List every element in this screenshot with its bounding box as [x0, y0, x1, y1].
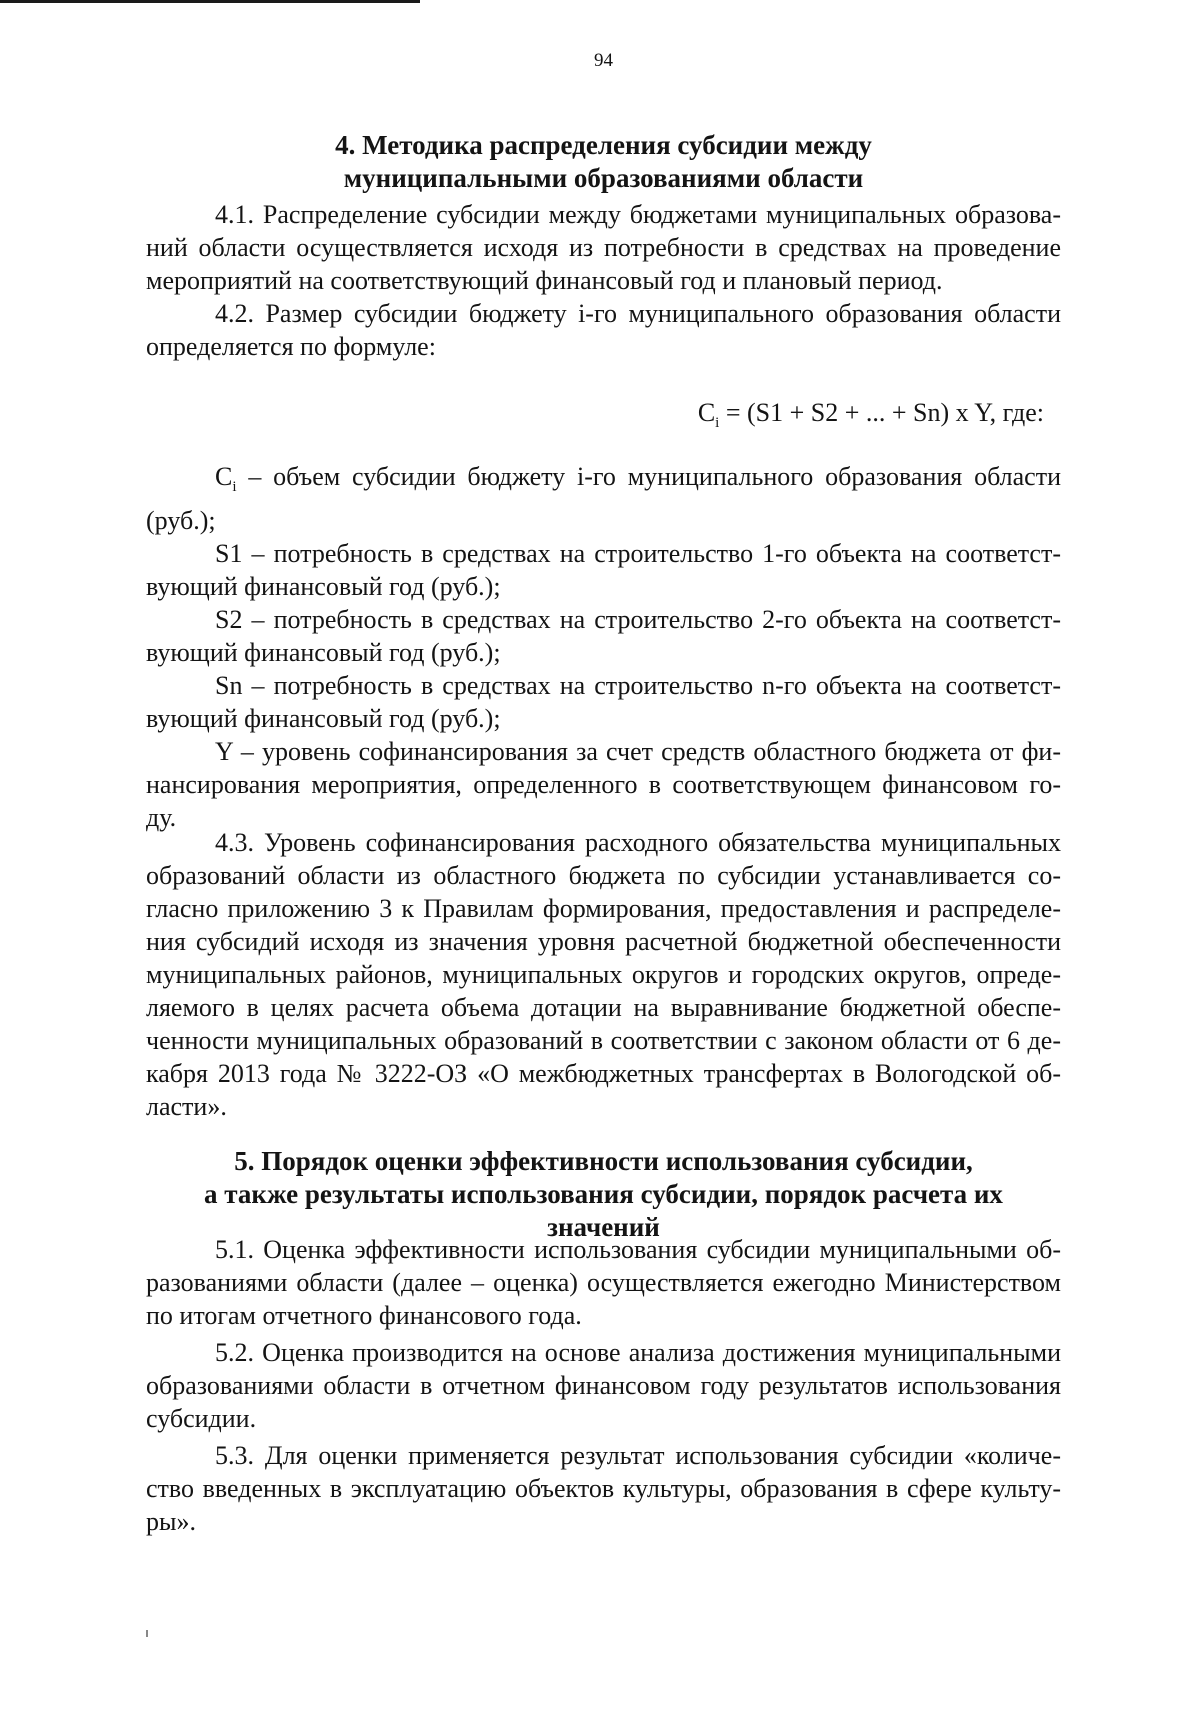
- definition-ci-symbol: [215, 462, 237, 496]
- paragraph-line: мероприятий на соответствующий финансовый год и плановый период.: [146, 266, 943, 295]
- formula-definitions: [146, 460, 1061, 834]
- scan-margin-mark: [146, 1630, 148, 1637]
- paragraph-line: образованиями области в отчетном финансовом году результатов использования: [146, 1371, 1061, 1400]
- paragraph-line: определяется по формуле:: [146, 332, 436, 361]
- paragraph-line: 4.2. Размер субсидии бюджету i-го муниципального образования области: [215, 299, 1061, 328]
- section-4-heading-line-1: 4. Методика распределения субсидии между: [335, 130, 872, 160]
- paragraph-line: образований области из областного бюджета по субсидии устанавливается со-: [146, 861, 1061, 890]
- formula-lhs: C: [697, 398, 716, 427]
- paragraph-5-1: [146, 1233, 1061, 1332]
- definition-s2-line-1: S2 – потребность в средствах на строительство 2-го объекта на соответст-: [215, 605, 1061, 635]
- paragraph-line: 5.3. Для оценки применяется результат использования субсидии «количе-: [215, 1441, 1061, 1470]
- definition-ci-line-1: [146, 460, 1061, 504]
- definition-s1-line-1: S1 – потребность в средствах на строительство 1-го объекта на соответст-: [215, 539, 1061, 569]
- definition-ci-symbol-letter: C: [215, 462, 233, 491]
- formula-rhs: = (S1 + S2 + ... + Sn) x Y, где:: [719, 398, 1044, 427]
- definition-y-line-1: Y – уровень софинансирования за счет средств областного бюджета от фи-: [215, 737, 1061, 767]
- paragraph-line: гласно приложению 3 к Правилам формирования, предоставления и распределе-: [146, 894, 1061, 923]
- definition-ci-text: – объем субсидии бюджету i-го муниципального образования области: [236, 462, 1061, 491]
- section-4-heading: [146, 129, 1061, 195]
- paragraph-line: кабря 2013 года № 3222-ОЗ «О межбюджетных трансфертах в Вологодской об-: [146, 1059, 1061, 1088]
- paragraph-4-1: [146, 198, 1061, 297]
- definition-ci-symbol-subscript: i: [232, 479, 237, 496]
- paragraph-line: 5.1. Оценка эффективности использования субсидии муниципальными об-: [215, 1235, 1061, 1264]
- paragraph-line: ласти».: [146, 1092, 227, 1121]
- formula-lhs-subscript: i: [715, 415, 720, 432]
- paragraph-line: 4.1. Распределение субсидии между бюджетами муниципальных образова-: [215, 200, 1061, 229]
- definition-y-line-3: ду.: [146, 803, 177, 833]
- page-number: 94: [594, 50, 613, 71]
- paragraph-line: ство введенных в эксплуатацию объектов культуры, образования в сфере культу-: [146, 1474, 1061, 1503]
- paragraph-line: ния субсидий исходя из значения уровня расчетной бюджетной обеспеченности: [146, 927, 1061, 956]
- paragraph-line: разованиями области (далее – оценка) осуществляется ежегодно Министерством: [146, 1268, 1061, 1297]
- subsidy-formula: [146, 396, 1061, 440]
- paragraph-line: ний области осуществляется исходя из потребности в средствах на проведение: [146, 233, 1061, 262]
- section-5-heading-line-2: а также результаты использования субсидии, порядок расчета их значений: [204, 1179, 1003, 1242]
- paragraph-line: 4.3. Уровень софинансирования расходного обязательства муниципальных: [215, 828, 1061, 857]
- paragraph-line: муниципальных районов, муниципальных округов и городских округов, опреде-: [146, 960, 1061, 989]
- paragraph-line: 5.2. Оценка производится на основе анализа достижения муниципальными: [215, 1338, 1061, 1367]
- paragraph-line: по итогам отчетного финансового года.: [146, 1301, 582, 1330]
- definition-y-line-2: нансирования мероприятия, определенного в соответствующем финансовом го-: [146, 770, 1061, 800]
- paragraph-line: ченности муниципальных образований в соответствии с законом области от 6 де-: [146, 1026, 1061, 1055]
- paragraph-4-2: [146, 297, 1061, 363]
- definition-ci-line-2: (руб.);: [146, 506, 216, 536]
- paragraph-5-2: [146, 1336, 1061, 1435]
- definition-s2-line-2: вующий финансовый год (руб.);: [146, 638, 501, 668]
- paragraph-4-3: [146, 826, 1061, 1123]
- definition-s1-line-2: вующий финансовый год (руб.);: [146, 572, 501, 602]
- scan-top-rule: [0, 0, 420, 3]
- section-5-heading: [146, 1145, 1061, 1244]
- section-5-heading-line-1: 5. Порядок оценки эффективности использования субсидии,: [234, 1146, 973, 1176]
- paragraph-line: субсидии.: [146, 1404, 257, 1433]
- definition-sn-line-2: вующий финансовый год (руб.);: [146, 704, 501, 734]
- section-4-heading-line-2: муниципальными образованиями области: [343, 163, 864, 193]
- definition-sn-line-1: Sn – потребность в средствах на строительство n-го объекта на соответст-: [215, 671, 1061, 701]
- paragraph-line: ляемого в целях расчета объема дотации на выравнивание бюджетной обеспе-: [146, 993, 1061, 1022]
- paragraph-5-3: [146, 1439, 1061, 1538]
- paragraph-line: ры».: [146, 1507, 196, 1536]
